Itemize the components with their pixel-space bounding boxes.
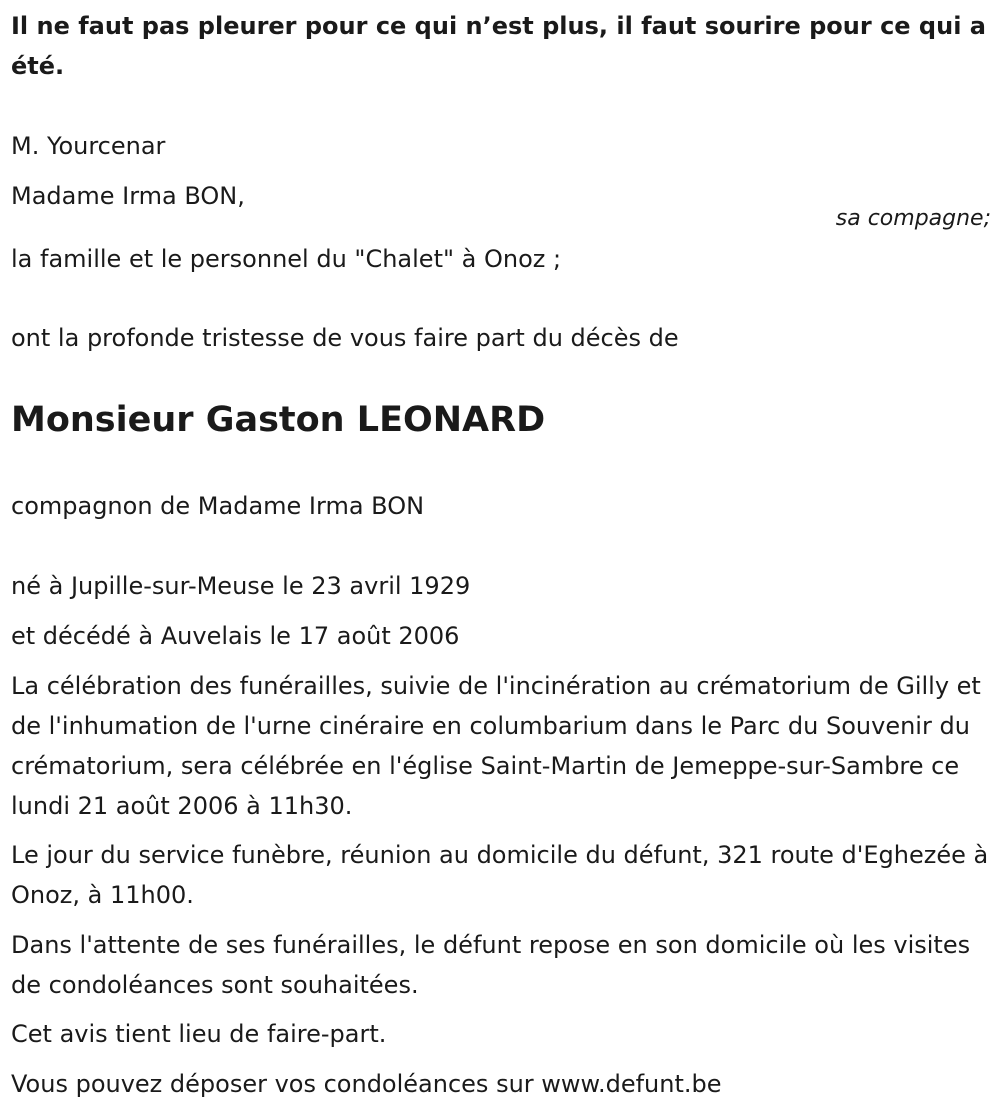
visits-paragraph: Dans l'attente de ses funérailles, le défunt repose en son domicile où les visites de condoléances sont souhaitées.: [11, 931, 971, 999]
deceased-relation: compagnon de Madame Irma BON: [11, 492, 425, 520]
announcement-text: ont la profonde tristesse de vous faire part du décès de: [11, 324, 679, 352]
birth-info: né à Jupille-sur-Meuse le 23 avril 1929: [11, 572, 471, 600]
partner-name: Madame Irma BON,: [11, 182, 245, 210]
death-info: et décédé à Auvelais le 17 août 2006: [11, 622, 460, 650]
quote-author: M. Yourcenar: [11, 132, 166, 160]
deceased-name: Monsieur Gaston LEONARD: [11, 400, 546, 440]
notice-line: Cet avis tient lieu de faire-part.: [11, 1020, 387, 1048]
meeting-paragraph: Le jour du service funèbre, réunion au domicile du défunt, 321 route d'Eghezée à Onoz, à 11h00.: [11, 841, 989, 909]
ceremony-paragraph: La célébration des funérailles, suivie de l'incinération au crématorium de Gilly et de l'inhumation de l'urne cinéraire en columbarium dans le Parc du Souvenir du crématorium, sera célébrée en l'église Saint-Martin de Jemeppe-sur-Sambre ce lundi 21 août 2006 à 11h30.: [11, 672, 981, 820]
condolences-line: Vous pouvez déposer vos condoléances sur www.defunt.be: [11, 1070, 722, 1098]
family-and-staff: la famille et le personnel du "Chalet" à Onoz ;: [11, 245, 562, 273]
partner-role: sa compagne;: [835, 206, 991, 231]
epigraph-quote: Il ne faut pas pleurer pour ce qui n’est plus, il faut sourire pour ce qui a été.: [11, 12, 986, 80]
